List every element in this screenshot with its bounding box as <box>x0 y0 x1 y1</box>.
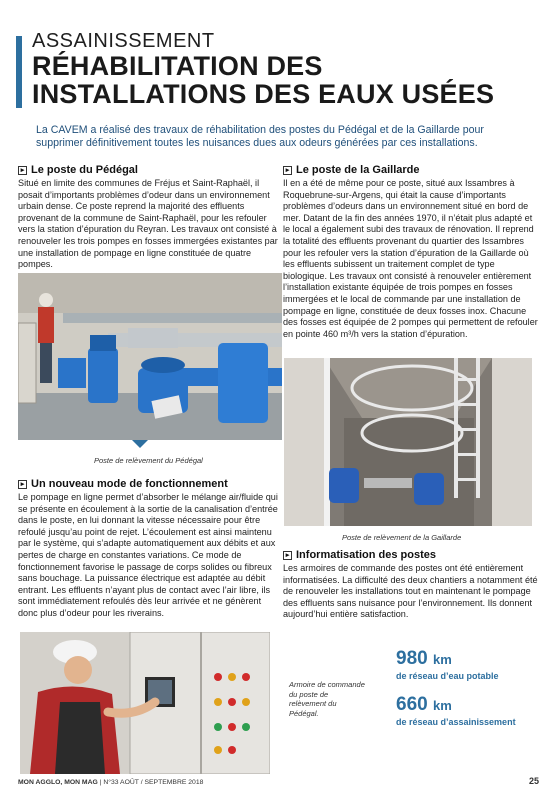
stat-unit: km <box>432 652 452 667</box>
caption-pedegal: Poste de relèvement du Pédégal <box>94 456 203 465</box>
footer-issue: N°33 AOÛT / SEPTEMBRE 2018 <box>103 779 204 786</box>
footer-publication: MON AGGLO, MON MAG | N°33 AOÛT / SEPTEMBRE 2018 <box>18 779 204 786</box>
section-title: Le poste du Pédégal <box>31 164 138 176</box>
page-number: 25 <box>528 776 539 786</box>
section-kicker: ASSAINISSEMENT <box>32 30 215 52</box>
photo-control-cabinet <box>20 632 270 774</box>
arrow-box-icon: ▸ <box>283 166 292 175</box>
header-accent-bar <box>16 36 22 108</box>
section-body-mode: Le pompage en ligne permet d’absorber le mélange air/fluide qui se présente en écoulement à la sortie de la canalisation d’entrée dans le poste, en lui donnant la vitesse nécessaire pour être refoulé jusqu’au point de rejet. L’écoulement est ainsi maintenu par le système, qui s’adapte automatiquement aux débits et aux pertes de charge en constantes variations. Ce mode de fonctionnement favorise le passage de corps solides ou fibreux sans bouchage. La puissance électrique est adaptée au débit entrant. Les effluents n’ayant plus de contact avec l’air libre, ils sont immédiatement refoulés dès leur arrivée et ne génèrent donc plus d’odeur pour les riverains. <box>18 492 278 618</box>
section-heading-pedegal <box>18 164 138 176</box>
stats-block <box>396 648 536 740</box>
caption-gaillarde: Poste de relèvement de la Gaillarde <box>342 533 462 542</box>
stat-number: 660 <box>396 694 428 715</box>
stat-number: 980 <box>396 648 428 669</box>
section-title: Le poste de la Gaillarde <box>296 164 420 176</box>
section-title: Un nouveau mode de fonctionnement <box>31 478 228 490</box>
footer-mag-name: MON AGGLO, MON MAG <box>18 779 98 786</box>
section-heading-gaillarde <box>283 164 420 176</box>
section-heading-mode <box>18 478 228 490</box>
section-body-gaillarde: Il en a été de même pour ce poste, situé aux Issambres à Roquebrune-sur-Argens, qui était la cause d’importants problèmes d’odeurs dans un environnement situé en bord de mer. Datant de la fin des années 1970, il n’était plus adapté et le local a également subi des travaux de rénovation. Il reprend la totalité des effluents provenant du quartier des Issambres pour les refouler vers la station d’épuration de la Gaillarde où les effluents subissent un traitement complet de type biologique. Les travaux ont consisté à renouveler entièrement l’installation existante équipée de trois pompes en fosses immergées et le local de commande par une installation de pompage en ligne, constituée de deux fosses inox. Chacune des fosses est équipée de 2 pompes qui permettent de refouler en pointe 460 m³/h vers la station d’épuration. <box>283 178 538 339</box>
section-body-pedegal: Situé en limite des communes de Fréjus et Saint-Raphaël, il posait d’importants problèmes d’odeur dans un environnement urbain dense. Ce poste reprend la majorité des effluents provenant de la commune de Saint-Raphaël, pour les refouler vers la station d’épuration du Reyran. Les travaux ont consisté à renouveler les trois pompes en fosses immergées existantes par une installation de pompage en ligne constituée de quatre pompes. <box>18 178 278 270</box>
caption-pointer <box>132 440 148 448</box>
intro-paragraph: La CAVEM a réalisé des travaux de réhabilitation des postes du Pédégal et de la Gaillarde pour supprimer définitivement toutes les nuisances dues aux odeurs générées par ces installations. <box>36 124 484 149</box>
stat-label-sewer: de réseau d’assainissement <box>396 717 516 727</box>
stat-label-water: de réseau d’eau potable <box>396 671 499 681</box>
arrow-box-icon: ▸ <box>283 551 292 560</box>
stat-unit: km <box>432 698 452 713</box>
photo-pedegal-pumps <box>18 273 282 440</box>
section-title: Informatisation des postes <box>296 549 436 561</box>
caption-armoire: Armoire de commande du poste de relèvement du Pédégal. <box>289 680 365 718</box>
arrow-box-icon: ▸ <box>18 480 27 489</box>
stat-value-sewer <box>396 694 536 717</box>
stat-value-water <box>396 648 536 671</box>
arrow-box-icon: ▸ <box>18 166 27 175</box>
photo-gaillarde-well <box>284 358 532 526</box>
section-heading-info <box>283 549 436 561</box>
page-title: RÉHABILITATION DES INSTALLATIONS DES EAUX USÉES <box>32 51 495 109</box>
section-body-info: Les armoires de commande des postes ont été entièrement informatisées. La difficulté des deux chantiers a notamment été de renouveler les installations tout en maintenant le pompage des effluents sans nuisance pour l’environnement. Ils donnent aujourd’hui entière satisfaction. <box>283 563 538 620</box>
